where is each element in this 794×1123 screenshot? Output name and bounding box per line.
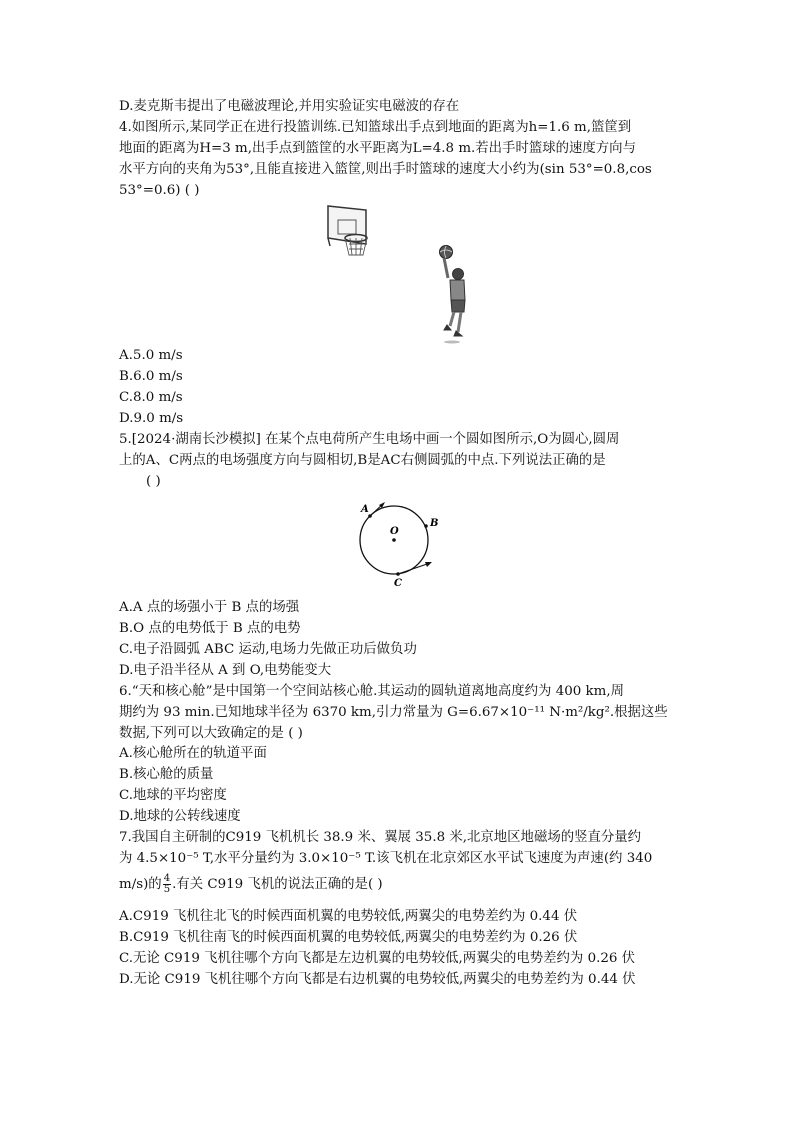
q4-stem-line1: 4.如图所示,某同学正在进行投篮训练.已知篮球出手点到地面的距离为h=1.6 m,篮筐到 xyxy=(119,120,632,135)
q7-stem-line1: 7.我国自主研制的C919 飞机机长 38.9 米、翼展 35.8 米,北京地区地磁场的竖直分量约 xyxy=(119,830,642,845)
q7-option-b: B.C919 飞机往南飞的时候西面机翼的电势较低,两翼尖的电势差约为 0.26 伏 xyxy=(119,930,578,945)
label-o: O xyxy=(390,526,399,537)
q7-option-c: C.无论 C919 飞机往哪个方向飞都是左边机翼的电势较低,两翼尖的电势差约为 0.26 伏 xyxy=(119,951,636,966)
q5-stem-line1: 5.[2024·湖南长沙模拟] 在某个点电荷所产生电场中画一个圆如图所示,O为圆心,圆周 xyxy=(119,432,620,447)
q3-option-d: D.麦克斯韦提出了电磁波理论,并用实验证实电磁波的存在 xyxy=(119,99,460,114)
q5-stem-line3: ( ) xyxy=(146,474,161,489)
q5-option-b: B.O 点的电势低于 B 点的电势 xyxy=(119,621,301,636)
q6-stem-line1: 6.“天和核心舱”是中国第一个空间站核心舱.其运动的圆轨道离地高度约为 400 km,周 xyxy=(119,684,624,699)
q7-stem-line3 xyxy=(119,874,383,895)
q7-stem-line2: 为 4.5×10⁻⁵ T,水平分量约为 3.0×10⁻⁵ T.该飞机在北京郊区水平试飞速度为声速(约 340 xyxy=(119,851,653,866)
q6-option-d: D.地球的公转线速度 xyxy=(119,809,241,824)
label-c: C xyxy=(394,578,402,589)
circle-field-figure xyxy=(350,498,450,593)
q7-stem-line3-start: m/s)的 xyxy=(119,877,162,892)
q4-option-a: A.5.0 m/s xyxy=(119,348,183,363)
q7-option-d: D.无论 C919 飞机往哪个方向飞都是右边机翼的电势较低,两翼尖的电势差约为 0.44 伏 xyxy=(119,972,636,987)
q6-option-c: C.地球的平均密度 xyxy=(119,788,227,803)
q6-stem-line2: 期约为 93 min.已知地球半径为 6370 km,引力常量为 G=6.67×10⁻¹¹ N·m²/kg².根据这些 xyxy=(119,705,668,720)
player xyxy=(444,258,465,336)
q6-option-a: A.核心舱所在的轨道平面 xyxy=(119,746,267,761)
fraction-numerator: 4 xyxy=(163,873,171,884)
q6-option-b: B.核心舱的质量 xyxy=(119,767,214,782)
point-b xyxy=(424,524,428,528)
basketball-figure xyxy=(320,200,480,350)
q5-option-a: A.A 点的场强小于 B 点的场强 xyxy=(119,600,300,615)
q4-stem-line2: 地面的距离为H=3 m,出手点到篮筐的水平距离为L=4.8 m.若出手时篮球的速度方向与 xyxy=(119,141,636,156)
basketball xyxy=(440,246,453,259)
q5-stem-line2: 上的A、C两点的电场强度方向与圆相切,B是AC右侧圆弧的中点.下列说法正确的是 xyxy=(119,453,606,468)
q4-option-b: B.6.0 m/s xyxy=(119,369,183,384)
q5-option-d: D.电子沿半径从 A 到 O,电势能变大 xyxy=(119,663,332,678)
q4-option-d: D.9.0 m/s xyxy=(119,411,184,426)
q7-stem-line3-end: .有关 C919 飞机的说法正确的是( ) xyxy=(172,877,383,892)
q4-stem-line3: 水平方向的夹角为53°,且能直接进入篮筐,则出手时篮球的速度大小约为(sin 53°=0.8,cos xyxy=(119,162,652,177)
q4-stem-line4: 53°=0.6) ( ) xyxy=(119,183,200,198)
backboard xyxy=(328,206,366,244)
fraction-four-fifths xyxy=(163,874,171,895)
label-a: A xyxy=(361,504,369,515)
q7-option-a: A.C919 飞机往北飞的时候西面机翼的电势较低,两翼尖的电势差约为 0.44 伏 xyxy=(119,909,578,924)
q4-option-c: C.8.0 m/s xyxy=(119,390,183,405)
fraction-denominator: 5 xyxy=(163,884,171,895)
q6-stem-line3: 数据,下列可以大致确定的是 ( ) xyxy=(119,726,303,741)
label-b: B xyxy=(430,518,439,529)
q5-option-c: C.电子沿圆弧 ABC 运动,电场力先做正功后做负功 xyxy=(119,642,417,657)
center-point xyxy=(392,538,396,542)
